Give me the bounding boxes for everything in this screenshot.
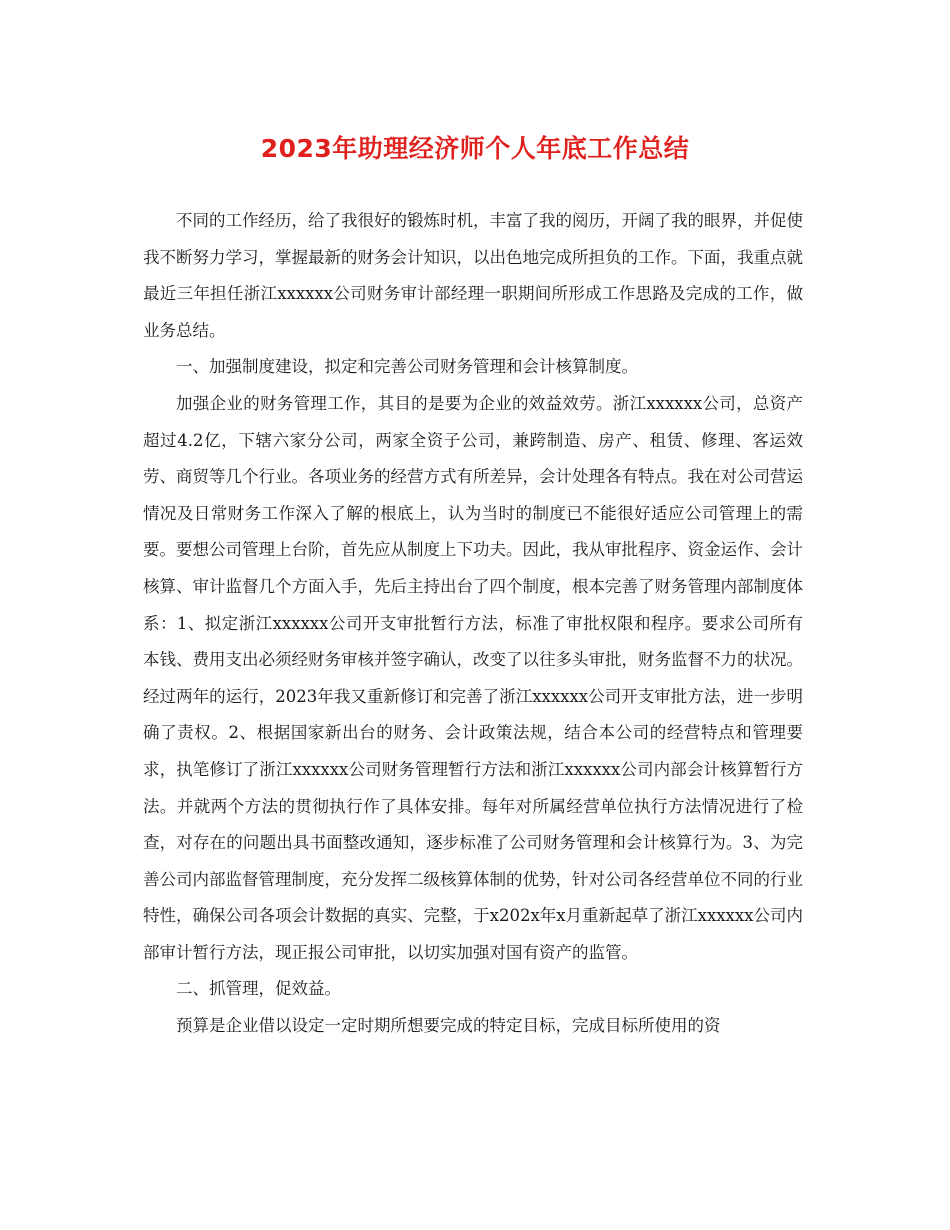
section-1-paragraph: 加强企业的财务管理工作，其目的是要为企业的效益效劳。浙江xxxxxx公司，总资产超过4.2亿，下辖六家分公司，两家全资子公司，兼跨制造、房产、租赁、修理、客运效劳、商贸等几个行业。各项业务的经营方式有所差异，会计处理各有特点。我在对公司营运情况及日常财务工作深入了解的根底上，认为当时的制度已不能很好适应公司管理上的需要。要想公司管理上台阶，首先应从制度上下功夫。因此，我从审批程序、资金运作、会计核算、审计监督几个方面入手，先后主持出台了四个制度，根本完善了财务管理内部制度体系：1、拟定浙江xxxxxx公司开支审批暂行方法，标准了审批权限和程序。要求公司所有本钱、费用支出必须经财务审核并签字确认，改变了以往多头审批，财务监督不力的状况。经过两年的运行，2023年我又重新修订和完善了浙江xxxxxx公司开支审批方法，进一步明确了责权。2、根据国家新出台的财务、会计政策法规，结合本公司的经营特点和管理要求，执笔修订了浙江xxxxxx公司财务管理暂行方法和浙江xxxxxx公司内部会计核算暂行方法。并就两个方法的贯彻执行作了具体安排。每年对所属经营单位执行方法情况进行了检查，对存在的问题出具书面整改通知，逐步标准了公司财务管理和会计核算行为。3、为完善公司内部监督管理制度，充分发挥二级核算体制的优势，针对公司各经营单位不同的行业特性，确保公司各项会计数据的真实、完整，于x202x年x月重新起草了浙江xxxxxx公司内部审计暂行方法，现正报公司审批，以切实加强对国有资产的监管。 — [143, 393, 803, 962]
section-2-paragraph: 预算是企业借以设定一定时期所想要完成的特定目标，完成目标所使用的资 — [176, 1016, 721, 1036]
section-heading-1: 一、加强制度建设，拟定和完善公司财务管理和会计核算制度。 — [176, 357, 638, 377]
intro-paragraph: 不同的工作经历，给了我很好的锻炼时机，丰富了我的阅历，开阔了我的眼界，并促使我不断努力学习，掌握最新的财务会计知识，以出色地完成所担负的工作。下面，我重点就最近三年担任浙江xxxxxx公司财务审计部经理一职期间所形成工作思路及完成的工作，做业务总结。 — [143, 211, 803, 340]
document-title: 2023年助理经济师个人年底工作总结 — [260, 134, 690, 163]
section-heading-2: 二、抓管理，促效益。 — [176, 979, 341, 999]
document-body — [143, 203, 803, 1045]
